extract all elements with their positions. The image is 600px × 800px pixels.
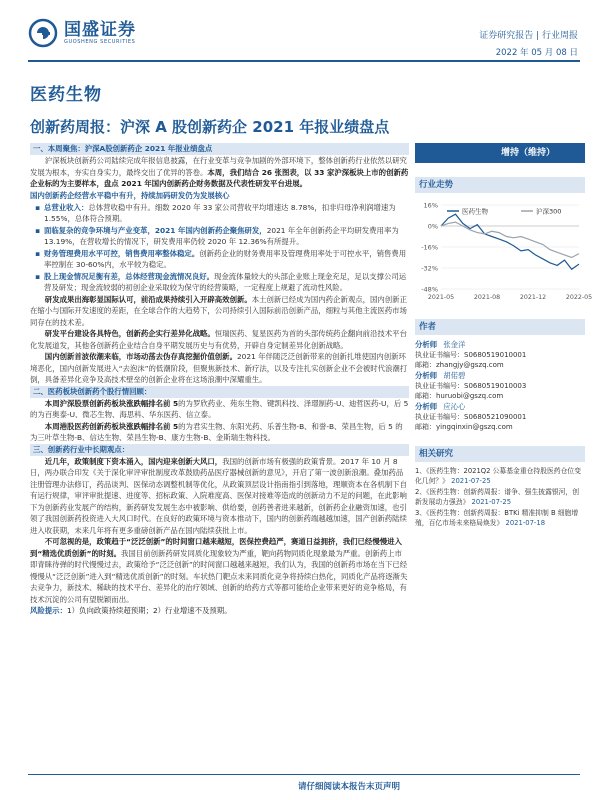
analyst-cert: 执业证书编号：S0680521090001: [415, 413, 527, 421]
section-3-heading: 三、创新药行业中长期观点：: [30, 444, 409, 456]
report-title: 创新药周报：沪深 A 股创新药企 2021 年报业绩盘点: [30, 118, 390, 136]
bullet-text: 创新药企业的财务费用率及管理费用率处于可控水平，销售费用率控制在 30-60%内，水平较为稳定。: [44, 248, 407, 269]
bullet-label: 面临复杂的竞争环境与产业变革，2021 年国内创新药企聚焦研发，: [44, 225, 267, 235]
paragraph: [30, 328, 409, 351]
footer-disclaimer: 请仔细阅读本报告末页声明: [297, 782, 400, 792]
analyst-role-text: 分析师: [415, 402, 438, 411]
x-tick-label: 2021-05: [427, 294, 455, 301]
paragraph-lead: 国内创新首波依潮来临，市场动荡去伪存真挖掘价值创新。: [44, 352, 237, 361]
paragraph-text: 我国的创新市场有极强的政策背景。2017 年 10 月 8 日，两办联合印发《关于深化审评审批制度改革鼓励药品医疗器械创新的意见》，开启了第一波创新浪潮。叠加药品注册管理办法修订，药品谈判、医保动态调整机制等优化，从政策顶层设计指南指引到落地，理顺资本在各机制下自有运行规律，审评审批提速、进度等、招标政策、入院难度高、医保对接难等造成的创新动力不足的问题，在此影响下为创新药业发展产的结构，新药研发发展生态中被影响、供给要，创药善者进来越新，创新药企业融资加速，也引领了我国创新药投资进入大风口时代。在良好的政策环境与资本推动下，国内的创新药端越越加速，国产创新药陆续进入收获期，未来几年将有更多重磅创新产品在国内陆续获批上市。: [30, 456, 407, 535]
paragraph-text: 我国目前创新药研发同质化现象较为严重，靶向药物同质化现象最为严重。创新药上市即青睐待弹的时代慢慢过去，政策给予“泛泛创新”的时间窗口越越来越短，我们认为，我国的创新药市场在当下已经慢慢从“泛泛创新”进入到“精选优质创新”的时刻。车状热门靶点未来同质化竞争将持续白热化，同质化产品将逐渐失去竞争力，新技术、稀缺的技术平台、差异化的治疗领域、创新的给药方式等都可能给企业带来更好的竞争格局，有技术沉淀的公司有望脱颖而出。: [30, 548, 408, 604]
paragraph-lead: 研发平台建设各具特色，创新药企实行差异化战略。: [44, 329, 215, 338]
paragraph-bold: 本周港股医药创新药板块涨跌幅排名前 5: [44, 421, 179, 431]
risk-note: [30, 605, 409, 617]
main-body: [30, 143, 409, 617]
analyst-name: 胡偌碧: [443, 371, 466, 380]
y-tick-label: -32%: [421, 264, 438, 273]
paragraph: [30, 294, 409, 329]
logo-cn-text: 国盛证券: [64, 19, 136, 40]
legend-label: 医药生物: [462, 207, 488, 216]
perf-heading: 行业走势: [415, 177, 585, 193]
bullet-text: 总体营收稳中有升。细数 2020 年 33 家公司营收平均增速达 8.78%，扣非归母净利润增速为 1.55%，总体符合预期。: [44, 202, 396, 223]
related-title: 1、《医药生物：2021Q2 公募基金重仓持股医药仓位变化几何？》: [415, 467, 581, 485]
paragraph-lead: 研发成果出海彰显国际认可，前沿成果持续引入开辟高效创新。: [44, 294, 252, 304]
header-divider: [28, 60, 580, 62]
paragraph-text: 的为罗欣药业、苑东生物、键凯科技、泽璟制药-U、迪哲医药-U，后 5 的为百奥泰-U、微芯生物、海思科、华东医药、信立泰。: [30, 398, 409, 419]
paragraph: [30, 155, 409, 190]
analyst-cert: 执业证书编号：S0680519010001: [415, 351, 527, 359]
section-2-heading: 二、医药板块创新药个股行情回顾：: [30, 386, 409, 398]
x-tick-label: 2021-12: [519, 294, 547, 301]
bullet-label: 股上现金情况足衡有差，总体经营现金流情况良好。: [44, 271, 214, 281]
paragraph-bold: 不可忽视的是，政策趋于“泛泛创新”的时间窗口越来越短，医保控费趋严，赛道日益拥挤，我们已经慢慢进入到“精选优质创新”的时刻。: [30, 537, 402, 558]
paragraph: [30, 421, 409, 444]
x-tick-label: 2022-05: [565, 294, 593, 301]
analyst-role-text: 分析师: [415, 340, 438, 349]
analyst-role: [415, 370, 585, 381]
series-line: [441, 214, 579, 269]
company-logo: [28, 18, 136, 48]
paragraph: [30, 398, 409, 421]
paragraph-bold: 本周沪深股票创新药板块涨跌幅排名前 5: [44, 398, 179, 408]
section-1-heading: 一、本周聚焦：沪深A股创新药企 2021 年报业绩盘点: [30, 143, 409, 155]
related-date: 2021-07-18: [505, 519, 546, 527]
y-tick-label: 0%: [427, 222, 438, 231]
paragraph-bold: 近几年，政策制度下资本涌入，国内迎来创新大风口，: [44, 456, 223, 466]
paragraph-text: 的为君实生物、东阳光药、乐普生物-B、和誉-B、荣昌生物，后 5 的为三叶草生物-B、信达生物、荣昌生物-B、康方生物-B、金斯瑞生物科技。: [30, 421, 403, 442]
analyst-heading: 作者: [415, 319, 585, 335]
analyst-role: [415, 339, 585, 350]
paragraph-text: 沪深板块创新药公司陆续完成年报信息披露，在行业变革与竞争加剧的外部环境下，整体创新药行业依然以研究发展为根本，夯实自身实力，最终交出了优异的答卷。: [30, 156, 407, 177]
bullet-item: [44, 248, 409, 271]
paragraph: [30, 536, 409, 605]
paragraph-text: 恒瑞医药、复星医药为首的头部传统药企翻向前沿技术平台化发展道发，其他各创新药企业结合自身平期发展历史与有优势，开辟自身定制差异化创新战略。: [30, 329, 407, 350]
paragraph-bold: 本周，我们结合 26 张图表，以 33 家沪深板块上市的创新药企业标的为主要样本，盘点 2021 年国内创新药企财务数据及代表性研发平台进展。: [30, 167, 409, 188]
related-title: 3、《医药生物：创新药周报：BTKi 精准抑制 B 细胞增殖，百亿市场未来格局焕发》: [415, 509, 579, 527]
y-tick-label: 16%: [423, 201, 438, 210]
related-date: 2021-07-25: [451, 477, 491, 485]
analyst-cert: 执业证书编号：S0680519010003: [415, 382, 527, 390]
bullet-label: 财务管理费用水平可控，销售费用率整体稳定。: [44, 248, 200, 258]
page-header: [0, 0, 600, 58]
risk-text: 1）负向政策持续超预期；2）行业增速不及预期。: [66, 606, 232, 615]
related-title: 2、《医药生物：创新药周报：谱争、强生披露银河，创新发展动力强劲》: [415, 488, 580, 506]
bullet-text: 2021 年全年创新药企平均研发费用率为 13.19%，在营收增长的情况下，研发费用率仍较 2020 年 12.36%有所提升。: [44, 225, 399, 246]
bullet-item: [44, 271, 409, 294]
risk-label: 风险提示：: [30, 606, 67, 615]
logo-en-text: GUOSHENG SECURITIES: [64, 38, 136, 45]
related-item[interactable]: [415, 508, 585, 528]
related-item[interactable]: [415, 487, 585, 507]
analyst-role-text: 分析师: [415, 371, 438, 380]
analyst-role: [415, 401, 585, 412]
report-date: 2022 年 05 月 08 日: [495, 48, 578, 58]
analyst-name: 张金洋: [443, 340, 466, 349]
analyst-email[interactable]: 邮箱：zhangjy@gszq.com: [415, 361, 504, 369]
bullet-text: 现金流体量较大的头部企业账上现金充足，足以支撑公司运营及研发；现金流较弱的初创企业采取较为保守的经营策略，一定程度上规避了流动性风险。: [44, 271, 407, 292]
analyst-block: [415, 339, 585, 432]
industry-title: 医药生物: [30, 85, 102, 105]
bullet-item: [44, 225, 409, 248]
y-tick-label: -16%: [421, 243, 438, 252]
x-tick-label: 2021-08: [473, 294, 501, 301]
paragraph-text: 本土创新已经成为国内药企新观点，国内创新正在缩小与国际开发速度的差距，在全球合作的大趋势下，公司持续引入国际前沿创新产品，细粒与其他主流医药市场同存在的技术差。: [30, 294, 407, 327]
bullet-item: [44, 202, 409, 225]
paragraph: [30, 351, 409, 386]
guosheng-logo-icon: [28, 18, 58, 48]
related-list: [415, 466, 585, 528]
related-heading: 相关研究: [415, 446, 585, 462]
footer-divider: [28, 774, 580, 775]
series-line: [441, 222, 579, 257]
sidebar: [415, 143, 593, 529]
analyst-email[interactable]: 邮箱：yingqinxin@gszq.com: [415, 423, 513, 431]
paragraph-text: 2021 年伴随泛泛创新带来的创新扎堆使国内创新环境恶化，国内创新发展进入“去泡沫”的低潮阶段，但聚焦新技术、新疗法，以及专注扎实创新企业不会被时代浪潮打倒，具备差异化竞争及高技术壁垒的创新企业将在这场浪潮中深耀重生。: [30, 352, 408, 384]
related-item[interactable]: [415, 466, 585, 486]
subheading: 国内创新药企经营水平稳中有升，持续加码研发仍为发展核心: [30, 190, 230, 200]
paragraph: [30, 456, 409, 537]
y-tick-label: -48%: [421, 285, 438, 294]
analyst-name: 应沁心: [443, 402, 466, 411]
rating-badge: 增持（维持）: [415, 143, 585, 163]
bullet-list: [30, 202, 409, 294]
bullet-label: 总营业收入：: [44, 202, 89, 212]
analyst-email[interactable]: 邮箱：huruobi@gszq.com: [415, 392, 504, 400]
report-type: 证券研究报告 | 行业周报: [479, 31, 578, 41]
line-chart: [415, 197, 593, 305]
related-date: 2021-07-25: [471, 498, 512, 506]
legend-label: 沪深300: [536, 207, 562, 216]
industry-chart: [415, 197, 593, 305]
